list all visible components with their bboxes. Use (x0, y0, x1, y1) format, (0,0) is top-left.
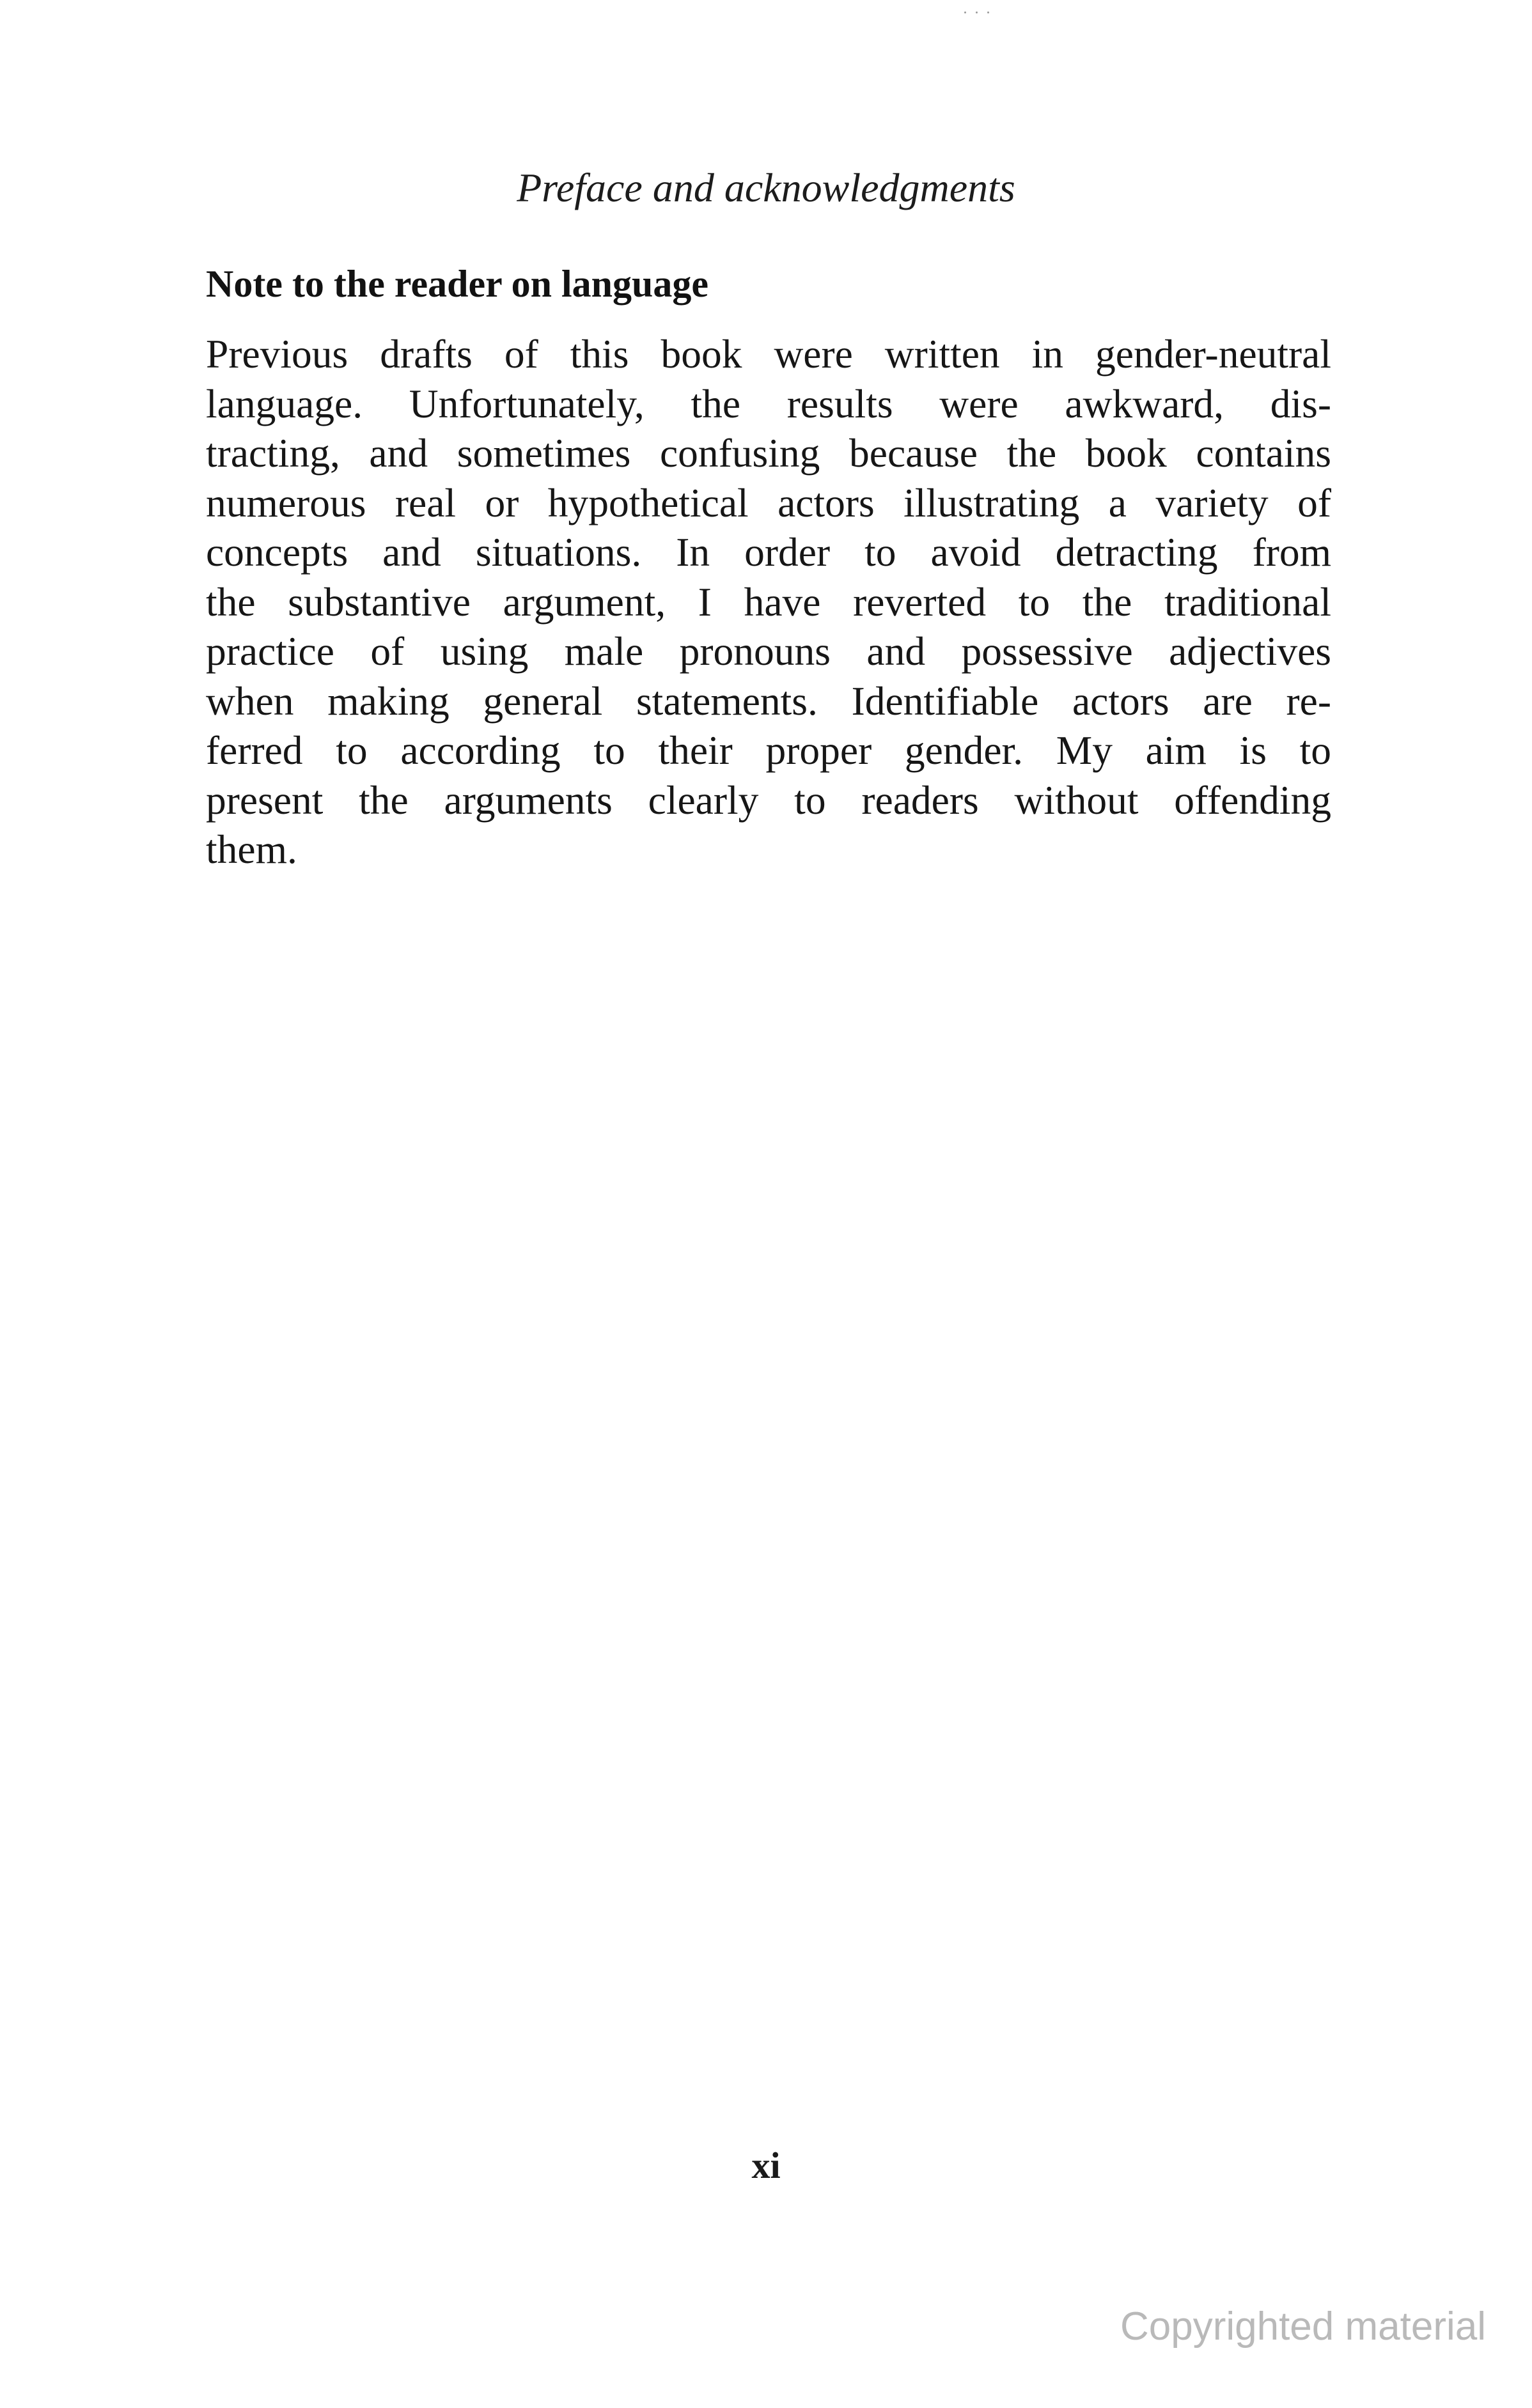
paragraph-line: ferred to according to their proper gender. My aim is to (206, 727, 1331, 773)
paragraph-line: concepts and situations. In order to avoid detracting from (206, 529, 1331, 575)
body-paragraph (206, 329, 1331, 874)
paragraph-line: Previous drafts of this book were written in gender-neutral (206, 331, 1331, 377)
copyright-watermark: Copyrighted material (1120, 2304, 1486, 2349)
page-number: xi (751, 2145, 781, 2186)
scan-artifact (964, 9, 1003, 15)
running-head: Preface and acknowledgments (517, 165, 1015, 210)
paragraph-line: practice of using male pronouns and possessive adjectives (206, 628, 1331, 674)
paragraph-line: tracting, and sometimes confusing because the book contains (206, 430, 1331, 476)
section-heading: Note to the reader on language (206, 263, 709, 305)
paragraph-line: numerous real or hypothetical actors illustrating a variety of (206, 479, 1331, 525)
paragraph-line: present the arguments clearly to readers without offending (206, 777, 1331, 823)
paragraph-line: language. Unfortunately, the results were awkward, dis- (206, 380, 1331, 426)
paragraph-line: them. (206, 827, 297, 872)
paragraph-line: the substantive argument, I have reverted to the traditional (206, 579, 1331, 625)
paragraph-line: when making general statements. Identifiable actors are re- (206, 678, 1331, 724)
